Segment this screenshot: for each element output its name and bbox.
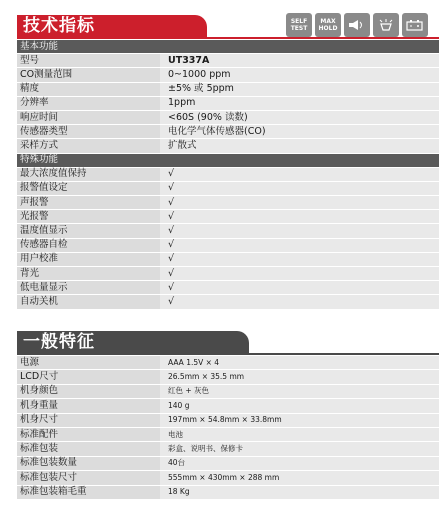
table-header-row — [17, 40, 439, 54]
row-value: 红色 + 灰色 — [160, 384, 439, 398]
row-value: 140 g — [160, 399, 439, 413]
row-key: 标准配件 — [17, 427, 160, 441]
check-icon: √ — [160, 267, 439, 281]
table-row — [17, 427, 439, 441]
table-row — [17, 139, 439, 153]
row-value: 18 Kg — [160, 485, 439, 499]
spec-table-general — [17, 356, 439, 500]
row-value: ±5% 或 5ppm — [160, 82, 439, 96]
table-row — [17, 252, 439, 266]
row-value: 电池 — [160, 427, 439, 441]
row-key: 机身尺寸 — [17, 413, 160, 427]
row-key: 报警值设定 — [17, 181, 160, 195]
row-key: 传感器自检 — [17, 238, 160, 252]
table-row — [17, 196, 439, 210]
check-icon: √ — [160, 167, 439, 181]
row-value: 扩散式 — [160, 139, 439, 153]
check-icon: √ — [160, 281, 439, 295]
row-key: CO测量范围 — [17, 68, 160, 82]
table-row — [17, 181, 439, 195]
table-row — [17, 224, 439, 238]
special-functions-header: 特殊功能 — [17, 153, 439, 167]
row-key: 机身颜色 — [17, 384, 160, 398]
row-value: 555mm × 430mm × 288 mm — [160, 471, 439, 485]
feature-badges — [286, 13, 428, 37]
check-icon: √ — [160, 196, 439, 210]
speaker-icon — [344, 13, 370, 37]
light-icon — [373, 13, 399, 37]
row-value: 26.5mm × 35.5 mm — [160, 370, 439, 384]
table-row — [17, 125, 439, 139]
row-key: 精度 — [17, 82, 160, 96]
check-icon: √ — [160, 181, 439, 195]
max-hold-label: MAX HOLD — [318, 18, 338, 32]
row-key: 最大浓度值保持 — [17, 167, 160, 181]
table-row — [17, 267, 439, 281]
row-key: 声报警 — [17, 196, 160, 210]
self-test-badge-icon — [286, 13, 312, 37]
title-divider — [17, 353, 439, 355]
row-key: 机身重量 — [17, 399, 160, 413]
table-row — [17, 96, 439, 110]
table-row — [17, 281, 439, 295]
spec-table-technical — [17, 40, 439, 310]
row-value: AAA 1.5V × 4 — [160, 356, 439, 370]
table-row — [17, 370, 439, 384]
table-row — [17, 68, 439, 82]
row-key: 分辨率 — [17, 96, 160, 110]
table-row — [17, 54, 439, 68]
row-value: 电化学气体传感器(CO) — [160, 125, 439, 139]
basic-functions-header: 基本功能 — [17, 40, 439, 54]
row-key: 响应时间 — [17, 110, 160, 124]
table-header-row — [17, 153, 439, 167]
row-value: 197mm × 54.8mm × 33.8mm — [160, 413, 439, 427]
row-key: 型号 — [17, 54, 160, 68]
table-row — [17, 413, 439, 427]
row-key: 标准包装 — [17, 442, 160, 456]
row-value: 1ppm — [160, 96, 439, 110]
row-key: 光报警 — [17, 210, 160, 224]
row-key: 低电量显示 — [17, 281, 160, 295]
row-key: 自动关机 — [17, 295, 160, 309]
table-row — [17, 399, 439, 413]
row-key: 标准包装数量 — [17, 456, 160, 470]
table-row — [17, 295, 439, 309]
row-value: <60S (90% 读数) — [160, 110, 439, 124]
table-row — [17, 167, 439, 181]
table-row — [17, 456, 439, 470]
table-row — [17, 356, 439, 370]
table-row — [17, 485, 439, 499]
check-icon: √ — [160, 295, 439, 309]
title-divider — [17, 37, 439, 39]
row-key: 传感器类型 — [17, 125, 160, 139]
table-row — [17, 238, 439, 252]
table-row — [17, 82, 439, 96]
check-icon: √ — [160, 210, 439, 224]
row-key: 背光 — [17, 267, 160, 281]
row-key: LCD尺寸 — [17, 370, 160, 384]
check-icon: √ — [160, 224, 439, 238]
table-row — [17, 110, 439, 124]
table-row — [17, 442, 439, 456]
row-key: 标准包装箱毛重 — [17, 485, 160, 499]
table-row — [17, 471, 439, 485]
row-key: 标准包装尺寸 — [17, 471, 160, 485]
battery-icon — [402, 13, 428, 37]
row-key: 用户校准 — [17, 252, 160, 266]
check-icon: √ — [160, 252, 439, 266]
section-title-tech-specs: 技术指标 — [17, 15, 207, 37]
section-title-general-features: 一般特征 — [17, 331, 249, 353]
check-icon: √ — [160, 238, 439, 252]
row-key: 采样方式 — [17, 139, 160, 153]
table-row — [17, 384, 439, 398]
row-value: 40台 — [160, 456, 439, 470]
row-key: 电源 — [17, 356, 160, 370]
table-row — [17, 210, 439, 224]
row-value: 0~1000 ppm — [160, 68, 439, 82]
self-test-label: SELF TEST — [290, 18, 308, 32]
row-value: 彩盒、说明书、保修卡 — [160, 442, 439, 456]
row-key: 温度值显示 — [17, 224, 160, 238]
row-value: UT337A — [160, 54, 439, 68]
max-hold-badge-icon — [315, 13, 341, 37]
